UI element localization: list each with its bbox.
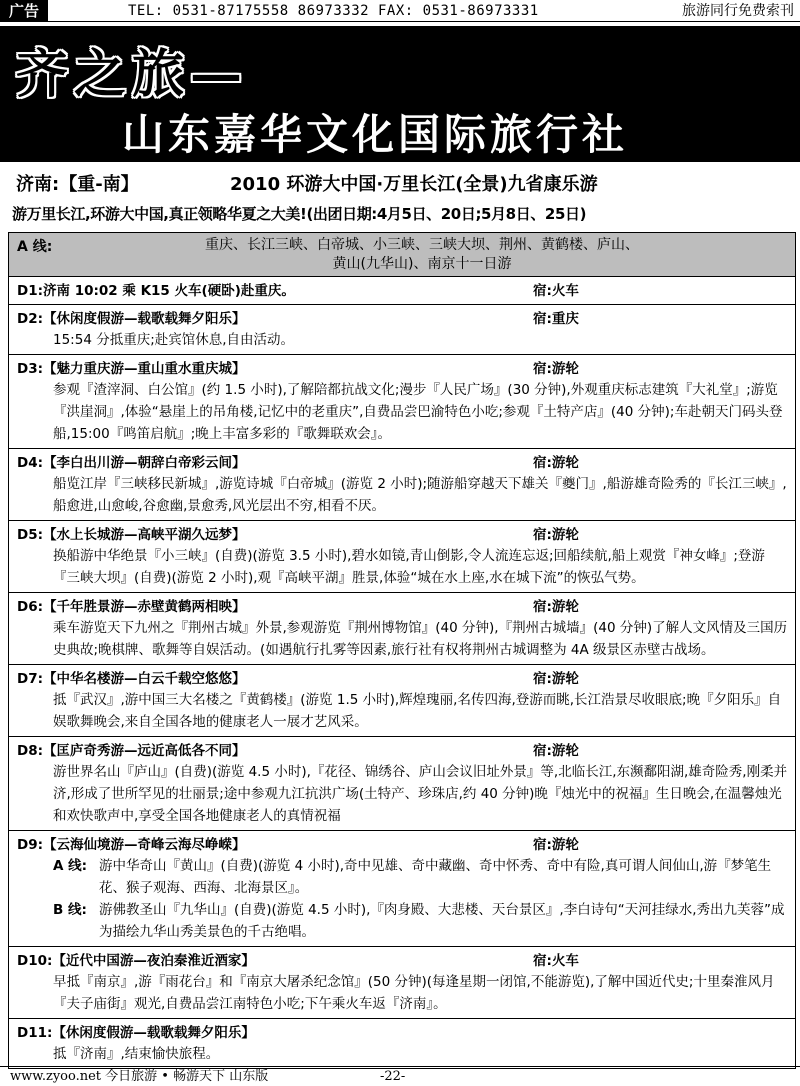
brand-logo-text: 齐之旅— (16, 44, 249, 105)
day-code: D9: (17, 837, 43, 853)
day-description: 参观『渣滓洞、白公馆』(约 1.5 小时),了解陪都抗战文化;漫步『人民广场』(30 分钟),外观重庆标志建筑『大礼堂』;游览『洪崖洞』,体验“悬崖上的吊角楼,记忆中的老重庆”,自费品尝巴渝特色小吃;参观『土特产店』(40 分钟);车赴朝天门码头登船,15:00『鸣笛启航』;晚上丰富多彩的『歌舞联欢会』。 (53, 382, 783, 442)
day-accommodation: 宿:游轮 (533, 837, 579, 853)
day-header (17, 835, 789, 855)
day-title: 【休闲度假游—载歌载舞夕阳乐】 (43, 311, 246, 327)
day-accommodation: 宿:游轮 (533, 455, 579, 471)
day-title: 【水上长城游—高峡平湖久远梦】 (43, 527, 246, 543)
slogan: 旅游同行免费索刊 (682, 3, 794, 19)
option-label: A 线: (53, 858, 88, 874)
line-a-cities-1: 重庆、长江三峡、白帝城、小三峡、三峡大坝、荆州、黄鹤楼、庐山、 (205, 237, 639, 253)
day-code: D4: (17, 455, 43, 471)
day-row (9, 665, 795, 737)
day-accommodation: 宿:游轮 (533, 743, 579, 759)
day-code: D11: (17, 1025, 53, 1041)
day-title: 【休闲度假游—载歌载舞夕阳乐】 (52, 1025, 255, 1041)
day-header (17, 453, 789, 473)
day-description: 抵『武汉』,游中国三大名楼之『黄鹤楼』(游览 1.5 小时),辉煌瑰丽,名传四海,登游而眺,长江浩景尽收眼底;晚『夕阳乐』自娱歌舞晚会,来自全国各地的健康老人一展才艺风采。 (53, 692, 782, 730)
day-row (9, 831, 795, 947)
contact-info: TEL: 0531-87175558 86973332 FAX: 0531-86973331 (128, 3, 539, 19)
day-title: 【李白出川游—朝辞白帝彩云间】 (43, 455, 246, 471)
day-description: 乘车游览天下九州之『荆州古城』外景,参观游览『荆州博物馆』(40 分钟),『荆州古城墙』(40 分钟)了解人文风情及三国历史典故;晚棋牌、歌舞等自娱活动。(如遇航行扎雾等因素,旅行社有权将荆州古城调整为 4A 级景区赤壁古战场。 (53, 620, 788, 658)
day-row (9, 521, 795, 593)
line-a-label: A 线: (17, 239, 53, 255)
day-header (17, 669, 789, 689)
line-a-header (9, 233, 795, 277)
day-title: 【近代中国游—夜泊秦淮近酒家】 (52, 953, 255, 969)
day-accommodation: 宿:重庆 (533, 311, 579, 327)
option-description: 游中华奇山『黄山』(自费)(游览 4 小时),奇中见雄、奇中藏幽、奇中怀秀、奇中有险,真可谓人间仙山,游『梦笔生花、猴子观海、西海、北海景区』。 (99, 858, 772, 896)
route-title: 2010 环游大中国·万里长江(全景)九省康乐游 (230, 174, 598, 195)
day-title: 【匡庐奇秀游—远近高低各不同】 (43, 743, 246, 759)
day-code: D2: (17, 311, 43, 327)
day-accommodation: 宿:游轮 (533, 527, 579, 543)
line-a-cities-2: 黄山(九华山)、南京十一日游 (332, 256, 512, 272)
day-row (9, 737, 795, 831)
day-row (9, 305, 795, 355)
day-list (9, 277, 795, 1068)
day-title: 济南 10:02 乘 K15 火车(硬卧)赴重庆。 (43, 283, 295, 299)
day-code: D8: (17, 743, 43, 759)
itinerary-table (8, 232, 796, 1069)
day-code: D10: (17, 953, 53, 969)
day-row (9, 1019, 795, 1068)
day-accommodation: 宿:火车 (533, 283, 579, 299)
page-number: -22- (380, 1069, 406, 1084)
day-title: 【中华名楼游—白云千载空悠悠】 (43, 671, 246, 687)
option-label: B 线: (53, 902, 87, 918)
day-accommodation: 宿:火车 (533, 953, 579, 969)
day-header (17, 281, 789, 301)
day-description: 船览江岸『三峡移民新城』,游览诗城『白帝城』(游览 2 小时);随游船穿越天下雄关『夔门』,船游雄奇险秀的『长江三峡』,船愈进,山愈峻,谷愈幽,景愈秀,风光层出不穷,相看不厌。 (53, 476, 787, 514)
day-description: 早抵『南京』,游『雨花台』和『南京大屠杀纪念馆』(50 分钟)(每逢星期一闭馆,不能游览),了解中国近代史;十里秦淮风月『夫子庙街』观光,自费品尝江南特色小吃;下午乘火车返『济南』。 (53, 974, 775, 1012)
day-code: D5: (17, 527, 43, 543)
day-accommodation: 宿:游轮 (533, 599, 579, 615)
day-title: 【魅力重庆游—重山重水重庆城】 (43, 361, 246, 377)
day-row (9, 449, 795, 521)
route-prefix: 济南:【重-南】 (16, 174, 139, 195)
day-code: D6: (17, 599, 43, 615)
day-row (9, 947, 795, 1019)
top-bar (0, 0, 800, 22)
footer-site: www.zyoo.net 今日旅游 • 畅游天下 山东版 (10, 1069, 269, 1084)
route-tagline: 游万里长江,环游大中国,真正领略华夏之大美!(出团日期:4月5日、20日;5月8日、25日) (12, 205, 587, 223)
day-header (17, 309, 789, 329)
agency-name: 山东嘉华文化国际旅行社 (122, 110, 629, 159)
day-description: 抵『济南』,结束愉快旅程。 (53, 1046, 220, 1062)
day-accommodation: 宿:游轮 (533, 361, 579, 377)
day-description: 换船游中华绝景『小三峡』(自费)(游览 3.5 小时),碧水如镜,青山倒影,令人流连忘返;回船续航,船上观赏『神女峰』;登游『三峡大坝』(自费)(游览 2 小时),观『高峡平湖』胜景,体验“城在水上座,水在城下流”的恢弘气势。 (53, 548, 765, 586)
footer (0, 1066, 800, 1086)
day-title: 【千年胜景游—赤壁黄鹤两相映】 (43, 599, 246, 615)
day-header (17, 525, 789, 545)
day-header (17, 359, 789, 379)
day-option (17, 899, 789, 943)
day-description: 15:54 分抵重庆;赴宾馆休息,自由活动。 (53, 332, 295, 348)
ad-label: 广告 (0, 0, 48, 22)
route-title-line (16, 173, 796, 197)
day-title: 【云海仙境游—奇峰云海尽峥嵘】 (43, 837, 246, 853)
option-description: 游佛教圣山『九华山』(自费)(游览 4.5 小时),『肉身殿、大悲楼、天台景区』,李白诗句“天河挂绿水,秀出九芙蓉”成为描绘九华山秀美景色的千古绝唱。 (99, 902, 785, 940)
day-row (9, 593, 795, 665)
day-accommodation: 宿:游轮 (533, 671, 579, 687)
day-code: D3: (17, 361, 43, 377)
day-row (9, 277, 795, 305)
day-header (17, 1023, 789, 1043)
day-header (17, 597, 789, 617)
day-description: 游世界名山『庐山』(自费)(游览 4.5 小时),『花径、锦绣谷、庐山会议旧址外景』等,北临长江,东濒鄱阳湖,雄奇险秀,刚柔并济,形成了世所罕见的壮丽景;途中参观九江抗洪广场(土特产、珍珠店,约 40 分钟)晚『烛光中的祝福』生日晚会,在温馨烛光和欢快歌声中,享受全国各地健康老人的真情祝福 (53, 764, 788, 824)
day-code: D7: (17, 671, 43, 687)
day-header (17, 741, 789, 761)
day-header (17, 951, 789, 971)
banner (0, 26, 800, 162)
day-option (17, 855, 789, 899)
day-row (9, 355, 795, 449)
line-a-cities (9, 236, 795, 274)
day-code: D1: (17, 283, 43, 299)
